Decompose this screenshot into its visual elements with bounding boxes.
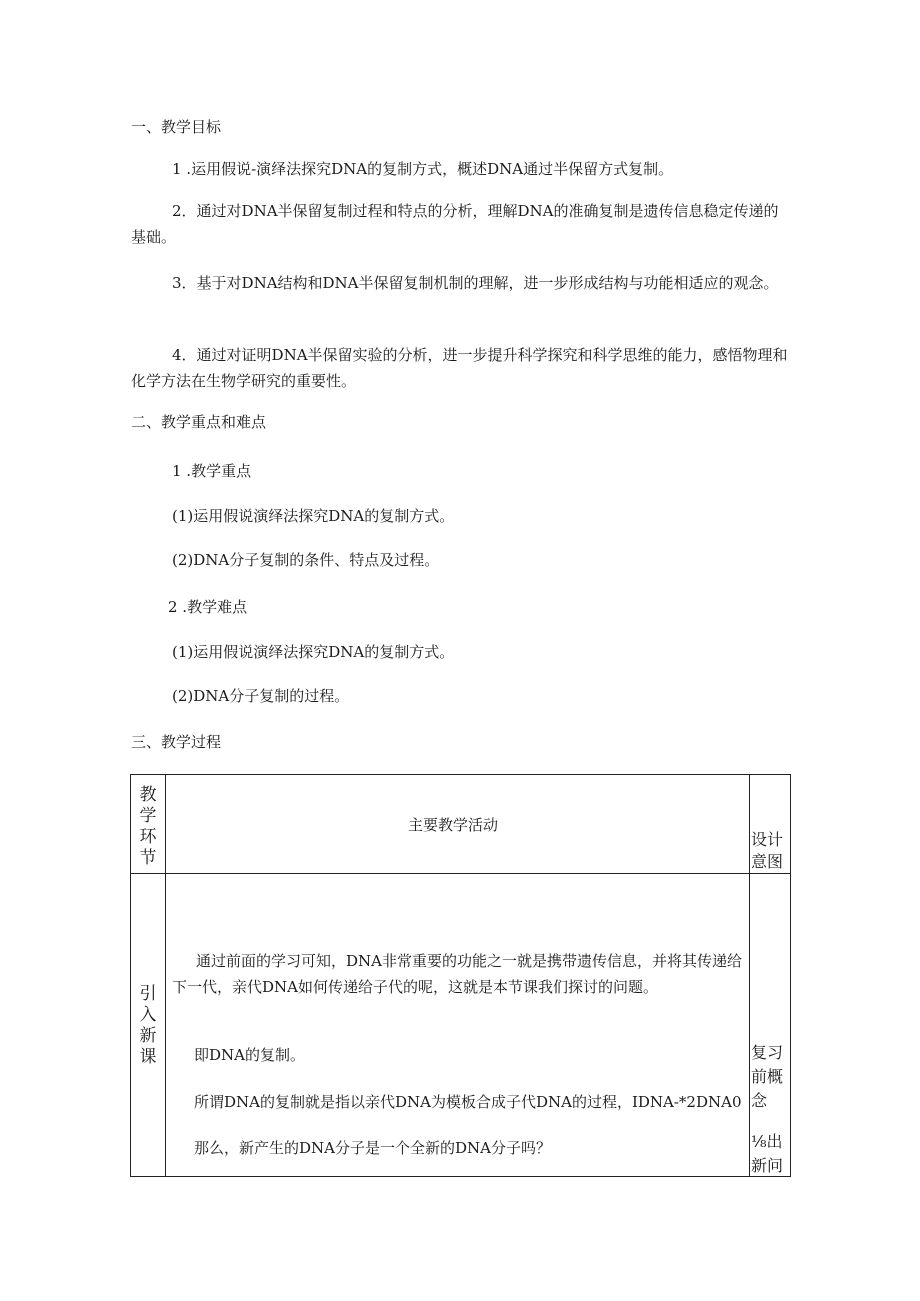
intent-cell [750,874,791,1177]
teaching-process-table [130,774,791,1177]
header-stage-cell [131,775,166,874]
stage-cell [131,874,166,1177]
objective-3: 3．基于对DNA结构和DNA半保留复制机制的理解，进一步形成结构与功能相适应的观念。 [172,274,779,292]
key-point-1: (1)运用假说演绎法探究DNA的复制方式。 [172,507,455,525]
key-point-2: (2)DNA分子复制的条件、特点及过程。 [172,551,440,569]
section-heading-keypoints: 二、教学重点和难点 [131,413,267,431]
header-intent-cell [750,775,791,874]
objective-4: 4．通过对证明DNA半保留实验的分析，进一步提升科学探究和科学思维的能力，感悟物理和化学方法在生物学研究的重要性。 [131,346,788,390]
activity-paragraph-1: 通过前面的学习可知，DNA非常重要的功能之一就是携带遗传信息，并将其传递给下一代，亲代DNA如何传递给子代的呢，这就是本节课我们探讨的问题。 [172,952,742,996]
header-activity: 主要教学活动 [408,816,499,834]
activity-paragraph-3: 所谓DNA的复制就是指以亲代DNA为模板合成子代DNA的过程，IDNA-*2DNA0 [194,1093,742,1111]
activity-cell [166,874,750,1177]
section-heading-objectives: 一、教学目标 [131,118,222,136]
section-heading-process: 三、教学过程 [131,733,222,751]
objective-2: 2．通过对DNA半保留复制过程和特点的分析，理解DNA的准确复制是遗传信息稳定传递的基础。 [131,202,779,246]
intent-review-concepts: 复习前概念 [751,1043,784,1110]
table-row [131,874,791,1177]
stage-intro-new-lesson: 引入新课 [139,984,157,1067]
difficult-point-1: (1)运用假说演绎法探究DNA的复制方式。 [172,643,455,661]
difficult-point-2: (2)DNA分子复制的过程。 [172,687,350,705]
header-intent: 设计意图 [751,830,784,871]
intent-new-question: ⅛出新问 [751,1132,784,1175]
objective-1: 1 .运用假说-演绎法探究DNA的复制方式，概述DNA通过半保留方式复制。 [172,160,674,178]
activity-paragraph-4: 那么，新产生的DNA分子是一个全新的DNA分子吗？ [194,1139,551,1157]
difficult-points-heading: 2 .教学难点 [168,598,248,616]
header-activity-cell [166,775,750,874]
key-points-heading: 1 .教学重点 [172,462,252,480]
table-header-row [131,775,791,874]
header-stage: 教学环节 [139,785,157,868]
activity-paragraph-2: 即DNA的复制。 [194,1046,305,1064]
